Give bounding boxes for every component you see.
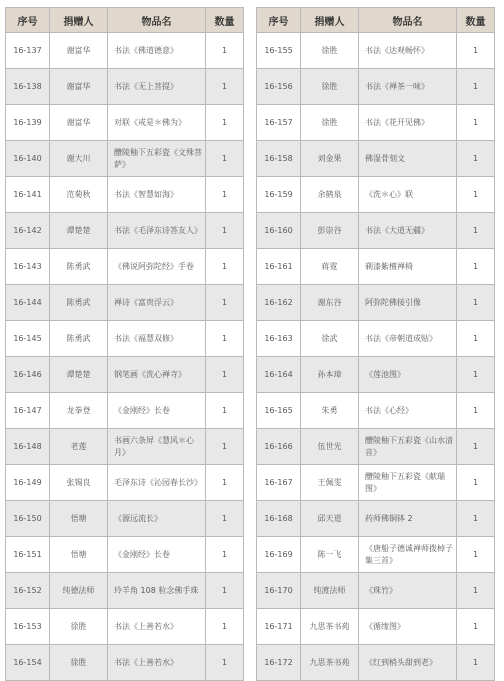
row-number: 16-154 (6, 645, 50, 681)
row-number: 16-156 (257, 69, 301, 105)
table-row (6, 69, 244, 105)
donor-name: 谭楚楚 (50, 213, 108, 249)
donor-name: 余鹤泉 (301, 177, 359, 213)
table-row (257, 393, 495, 429)
donor-name: 九思茶书苑 (301, 645, 359, 681)
quantity: 1 (457, 429, 495, 465)
table-row (6, 357, 244, 393)
item-name: 《莲池图》 (359, 357, 457, 393)
quantity: 1 (206, 177, 244, 213)
table-row (257, 357, 495, 393)
donor-name: 谢富华 (50, 69, 108, 105)
item-name: 书法《帝朝道成贴》 (359, 321, 457, 357)
table-row (6, 393, 244, 429)
item-name: 钢笔画《洗心禅寺》 (108, 357, 206, 393)
donor-name: 悟塘 (50, 537, 108, 573)
item-name: 书法《福慧双修》 (108, 321, 206, 357)
quantity: 1 (206, 537, 244, 573)
quantity: 1 (457, 573, 495, 609)
quantity: 1 (206, 285, 244, 321)
table-row (6, 141, 244, 177)
row-number: 16-157 (257, 105, 301, 141)
quantity: 1 (206, 393, 244, 429)
item-name: 醴陵釉下五彩瓷《山水清音》 (359, 429, 457, 465)
donor-name: 谢富华 (50, 105, 108, 141)
item-name: 药师佛铜钵 2 (359, 501, 457, 537)
row-number: 16-162 (257, 285, 301, 321)
item-name: 书法《大道无疆》 (359, 213, 457, 249)
item-name: 书法《佛道德意》 (108, 33, 206, 69)
donor-name: 龙拳登 (50, 393, 108, 429)
item-name: 书法《心经》 (359, 393, 457, 429)
item-name: 《源远流长》 (108, 501, 206, 537)
donor-name: 纯渡法师 (301, 573, 359, 609)
donor-name: 老莲 (50, 429, 108, 465)
header-item: 物品名 (108, 8, 206, 33)
quantity: 1 (457, 69, 495, 105)
item-name: 玲羊角 108 粒念佛手珠 (108, 573, 206, 609)
donor-name: 陈一飞 (301, 537, 359, 573)
donor-name: 陈勇武 (50, 321, 108, 357)
donor-name: 陈勇武 (50, 285, 108, 321)
table-row (6, 609, 244, 645)
item-name: 醴陵釉下五彩瓷《文殊菩萨》 (108, 141, 206, 177)
quantity: 1 (457, 33, 495, 69)
table-row (257, 321, 495, 357)
row-number: 16-138 (6, 69, 50, 105)
item-name: 书法《上善若水》 (108, 609, 206, 645)
donor-name: 徐胜 (301, 33, 359, 69)
quantity: 1 (457, 249, 495, 285)
donor-name: 谢大川 (50, 141, 108, 177)
table-row (6, 537, 244, 573)
row-number: 16-153 (6, 609, 50, 645)
donor-name: 蒋霓 (301, 249, 359, 285)
row-number: 16-155 (257, 33, 301, 69)
quantity: 1 (206, 213, 244, 249)
row-number: 16-146 (6, 357, 50, 393)
item-name: 对联《戒是＊佛为》 (108, 105, 206, 141)
item-name: 毛泽东诗《沁园春长沙》 (108, 465, 206, 501)
donor-name: 朱勇 (301, 393, 359, 429)
row-number: 16-152 (6, 573, 50, 609)
quantity: 1 (457, 357, 495, 393)
table-row (257, 33, 495, 69)
item-name: 《红到梢头甜到老》 (359, 645, 457, 681)
quantity: 1 (206, 609, 244, 645)
quantity: 1 (457, 177, 495, 213)
quantity: 1 (457, 213, 495, 249)
header-row (6, 8, 244, 33)
donor-name: 谢东谷 (301, 285, 359, 321)
row-number: 16-148 (6, 429, 50, 465)
donor-name: 邱天道 (301, 501, 359, 537)
table-row (6, 249, 244, 285)
header-qty: 数量 (206, 8, 244, 33)
donor-name: 孙本璋 (301, 357, 359, 393)
header-no: 序号 (6, 8, 50, 33)
table-row (257, 249, 495, 285)
item-name: 书法《智慧如海》 (108, 177, 206, 213)
table-row (257, 465, 495, 501)
quantity: 1 (206, 249, 244, 285)
header-qty: 数量 (457, 8, 495, 33)
donor-name: 陈勇武 (50, 249, 108, 285)
quantity: 1 (206, 465, 244, 501)
table-row (257, 573, 495, 609)
donor-name: 伍世光 (301, 429, 359, 465)
quantity: 1 (457, 141, 495, 177)
quantity: 1 (206, 33, 244, 69)
table-row (6, 573, 244, 609)
donor-name: 张锡良 (50, 465, 108, 501)
donor-name: 刘金果 (301, 141, 359, 177)
quantity: 1 (457, 501, 495, 537)
row-number: 16-158 (257, 141, 301, 177)
quantity: 1 (457, 285, 495, 321)
item-name: 书画六条屏《慧风＊心月》 (108, 429, 206, 465)
donor-name: 悟塘 (50, 501, 108, 537)
donor-name: 徐胜 (50, 609, 108, 645)
item-name: 《唐船子德诚禅师拨棹子集三首》 (359, 537, 457, 573)
item-name: 剃漆紫檀禅椅 (359, 249, 457, 285)
quantity: 1 (206, 141, 244, 177)
item-name: 禅诗《富贵浮云》 (108, 285, 206, 321)
table-row (257, 213, 495, 249)
row-number: 16-171 (257, 609, 301, 645)
table-row (257, 645, 495, 681)
row-number: 16-139 (6, 105, 50, 141)
donation-table-left (5, 7, 244, 681)
table-row (6, 429, 244, 465)
item-name: 《珠竹》 (359, 573, 457, 609)
item-name: 书法《上善若水》 (108, 645, 206, 681)
quantity: 1 (457, 393, 495, 429)
item-name: 《金刚经》长卷 (108, 537, 206, 573)
quantity: 1 (206, 69, 244, 105)
row-number: 16-142 (6, 213, 50, 249)
row-number: 16-151 (6, 537, 50, 573)
donor-name: 徐胜 (301, 69, 359, 105)
item-name: 书法《毛泽东诗答友人》 (108, 213, 206, 249)
header-no: 序号 (257, 8, 301, 33)
donor-name: 王佩雯 (301, 465, 359, 501)
quantity: 1 (457, 609, 495, 645)
row-number: 16-165 (257, 393, 301, 429)
row-number: 16-170 (257, 573, 301, 609)
row-number: 16-137 (6, 33, 50, 69)
row-number: 16-141 (6, 177, 50, 213)
item-name: 书法《无上菩提》 (108, 69, 206, 105)
item-name: 阿弥陀佛接引像 (359, 285, 457, 321)
row-number: 16-161 (257, 249, 301, 285)
table-row (6, 321, 244, 357)
table-row (257, 177, 495, 213)
row-number: 16-140 (6, 141, 50, 177)
donor-name: 彭崇谷 (301, 213, 359, 249)
row-number: 16-160 (257, 213, 301, 249)
row-number: 16-144 (6, 285, 50, 321)
quantity: 1 (206, 429, 244, 465)
row-number: 16-143 (6, 249, 50, 285)
table-row (257, 429, 495, 465)
quantity: 1 (206, 501, 244, 537)
item-name: 《洗＊心》联 (359, 177, 457, 213)
row-number: 16-145 (6, 321, 50, 357)
donor-name: 徐胜 (301, 105, 359, 141)
donor-name: 纯德法师 (50, 573, 108, 609)
quantity: 1 (457, 537, 495, 573)
quantity: 1 (206, 573, 244, 609)
donor-name: 范菊秋 (50, 177, 108, 213)
row-number: 16-159 (257, 177, 301, 213)
row-number: 16-149 (6, 465, 50, 501)
item-name: 书法《禅茶一味》 (359, 69, 457, 105)
quantity: 1 (206, 105, 244, 141)
donor-name: 九思茶书苑 (301, 609, 359, 645)
row-number: 16-172 (257, 645, 301, 681)
table-row (6, 177, 244, 213)
quantity: 1 (206, 357, 244, 393)
item-name: 《佛说阿弥陀经》手卷 (108, 249, 206, 285)
row-number: 16-147 (6, 393, 50, 429)
item-name: 书法《达观畅怀》 (359, 33, 457, 69)
row-number: 16-166 (257, 429, 301, 465)
item-name: 书法《花开见佛》 (359, 105, 457, 141)
table-row (6, 105, 244, 141)
header-row (257, 8, 495, 33)
table-row (257, 141, 495, 177)
row-number: 16-163 (257, 321, 301, 357)
quantity: 1 (457, 321, 495, 357)
table-row (6, 213, 244, 249)
row-number: 16-164 (257, 357, 301, 393)
header-item: 物品名 (359, 8, 457, 33)
donor-name: 徐胜 (50, 645, 108, 681)
donor-name: 谢富华 (50, 33, 108, 69)
table-row (6, 501, 244, 537)
table-row (257, 105, 495, 141)
donor-name: 徐武 (301, 321, 359, 357)
item-name: 醴陵釉下五彩瓷《献瑞图》 (359, 465, 457, 501)
quantity: 1 (457, 465, 495, 501)
donation-table-right (256, 7, 495, 681)
row-number: 16-168 (257, 501, 301, 537)
quantity: 1 (206, 321, 244, 357)
table-row (6, 285, 244, 321)
row-number: 16-167 (257, 465, 301, 501)
item-name: 《循缘图》 (359, 609, 457, 645)
table-row (257, 609, 495, 645)
table-row (6, 645, 244, 681)
item-name: 佛湿骨刻文 (359, 141, 457, 177)
quantity: 1 (457, 105, 495, 141)
table-row (257, 537, 495, 573)
row-number: 16-150 (6, 501, 50, 537)
table-row (257, 285, 495, 321)
donor-name: 谭楚楚 (50, 357, 108, 393)
table-row (6, 33, 244, 69)
table-row (257, 501, 495, 537)
table-row (6, 465, 244, 501)
row-number: 16-169 (257, 537, 301, 573)
table-row (257, 69, 495, 105)
item-name: 《金刚经》长卷 (108, 393, 206, 429)
quantity: 1 (206, 645, 244, 681)
header-donor: 捐赠人 (301, 8, 359, 33)
quantity: 1 (457, 645, 495, 681)
header-donor: 捐赠人 (50, 8, 108, 33)
